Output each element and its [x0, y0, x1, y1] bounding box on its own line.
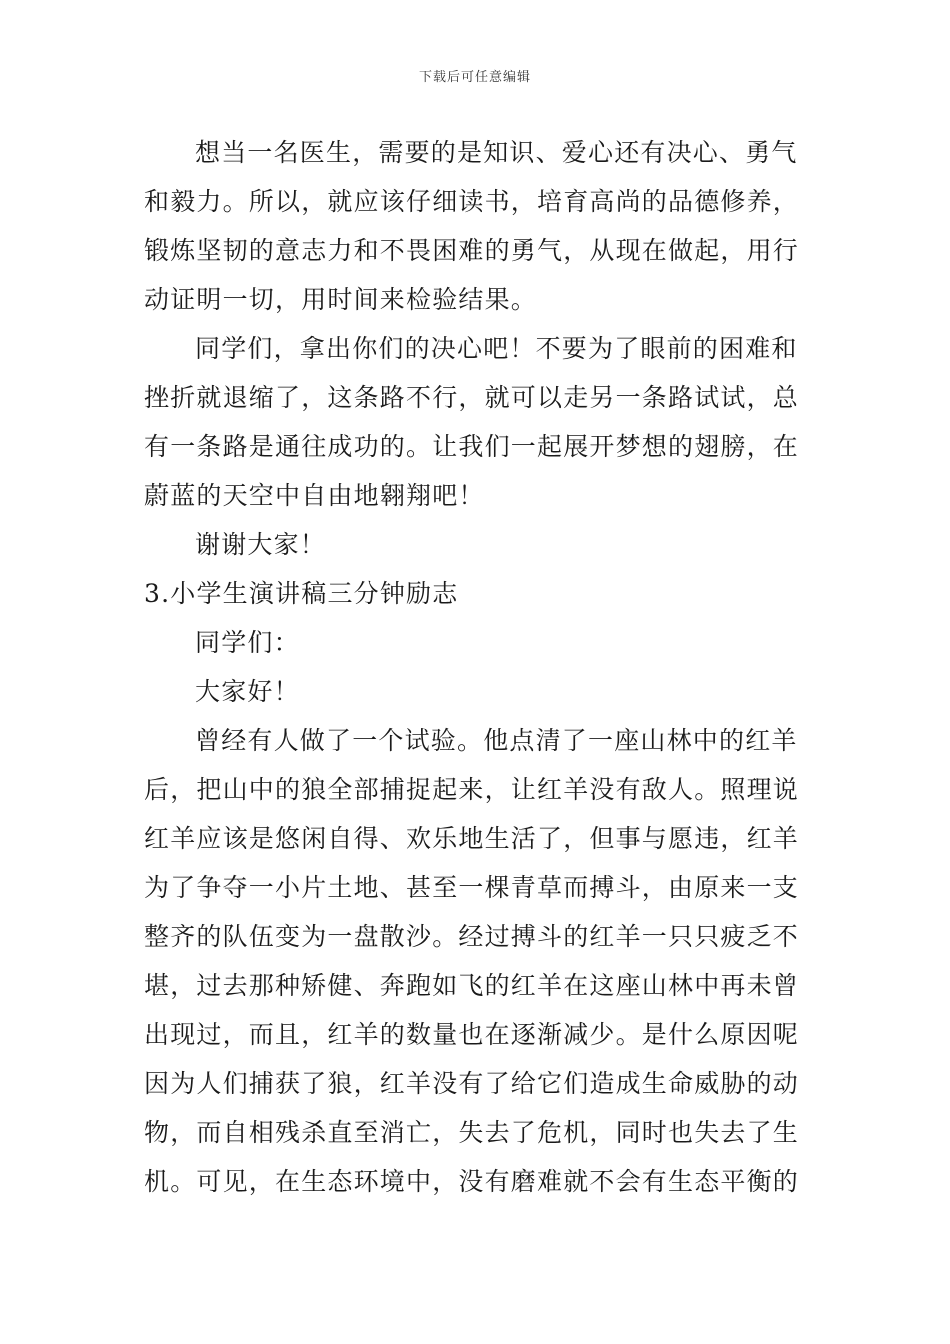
paragraph-line: 动证明一切，用时间来检验结果。	[144, 285, 538, 314]
paragraph-line: 机。可见，在生态环境中，没有磨难就不会有生态平衡的	[144, 1167, 800, 1196]
paragraph-line: 和毅力。所以，就应该仔细读书，培育高尚的品德修养，	[144, 187, 800, 216]
paragraph-line: 后，把山中的狼全部捕捉起来，让红羊没有敌人。照理说	[144, 775, 800, 804]
paragraph-line: 挫折就退缩了，这条路不行，就可以走另一条路试试，总	[144, 383, 800, 412]
paragraph-line: 堪，过去那种矫健、奔跑如飞的红羊在这座山林中再未曾	[144, 971, 800, 1000]
salutation-line: 同学们：	[195, 628, 300, 657]
paragraph-line: 为了争夺一小片土地、甚至一棵青草而搏斗，由原来一支	[144, 873, 800, 902]
document-body	[144, 128, 808, 1206]
paragraph-line: 出现过，而且，红羊的数量也在逐渐减少。是什么原因呢	[144, 1020, 800, 1049]
paragraph-line: 物，而自相残杀直至消亡，失去了危机，同时也失去了生	[144, 1118, 800, 1147]
paragraph-line: 锻炼坚韧的意志力和不畏困难的勇气，从现在做起，用行	[144, 236, 800, 265]
greeting-line: 大家好！	[195, 677, 300, 706]
paragraph-line: 蔚蓝的天空中自由地翱翔吧！	[144, 481, 485, 510]
paragraph-line: 同学们，拿出你们的决心吧！不要为了眼前的困难和	[195, 334, 798, 363]
paragraph-line: 曾经有人做了一个试验。他点清了一座山林中的红羊	[195, 726, 798, 755]
closing-line: 谢谢大家！	[195, 530, 327, 559]
paragraph-line: 因为人们捕获了狼，红羊没有了给它们造成生命威胁的动	[144, 1069, 800, 1098]
paragraph-line: 想当一名医生，需要的是知识、爱心还有决心、勇气	[195, 138, 798, 167]
paragraph-line: 整齐的队伍变为一盘散沙。经过搏斗的红羊一只只疲乏不	[144, 922, 800, 951]
header-note: 下载后可任意编辑	[418, 70, 531, 85]
paragraph-line: 有一条路是通往成功的。让我们一起展开梦想的翅膀，在	[144, 432, 800, 461]
paragraph-line: 红羊应该是悠闲自得、欢乐地生活了，但事与愿违，红羊	[144, 824, 800, 853]
section-heading: 3.小学生演讲稿三分钟励志	[144, 579, 459, 608]
